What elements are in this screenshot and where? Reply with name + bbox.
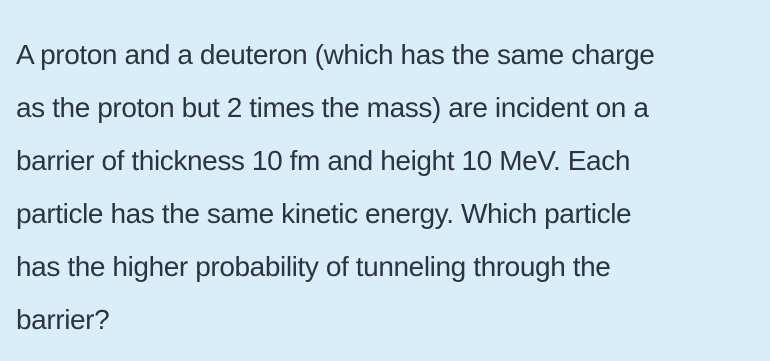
question-line-1: A proton and a deuteron (which has the same charge <box>16 39 655 70</box>
question-text <box>16 28 654 346</box>
question-line-3: barrier of thickness 10 fm and height 10 MeV. Each <box>16 145 630 176</box>
question-line-5: has the higher probability of tunneling through the <box>16 251 611 282</box>
question-line-6: barrier? <box>16 304 110 335</box>
question-line-4: particle has the same kinetic energy. Which particle <box>16 198 632 229</box>
question-line-2: as the proton but 2 times the mass) are incident on a <box>16 92 649 123</box>
